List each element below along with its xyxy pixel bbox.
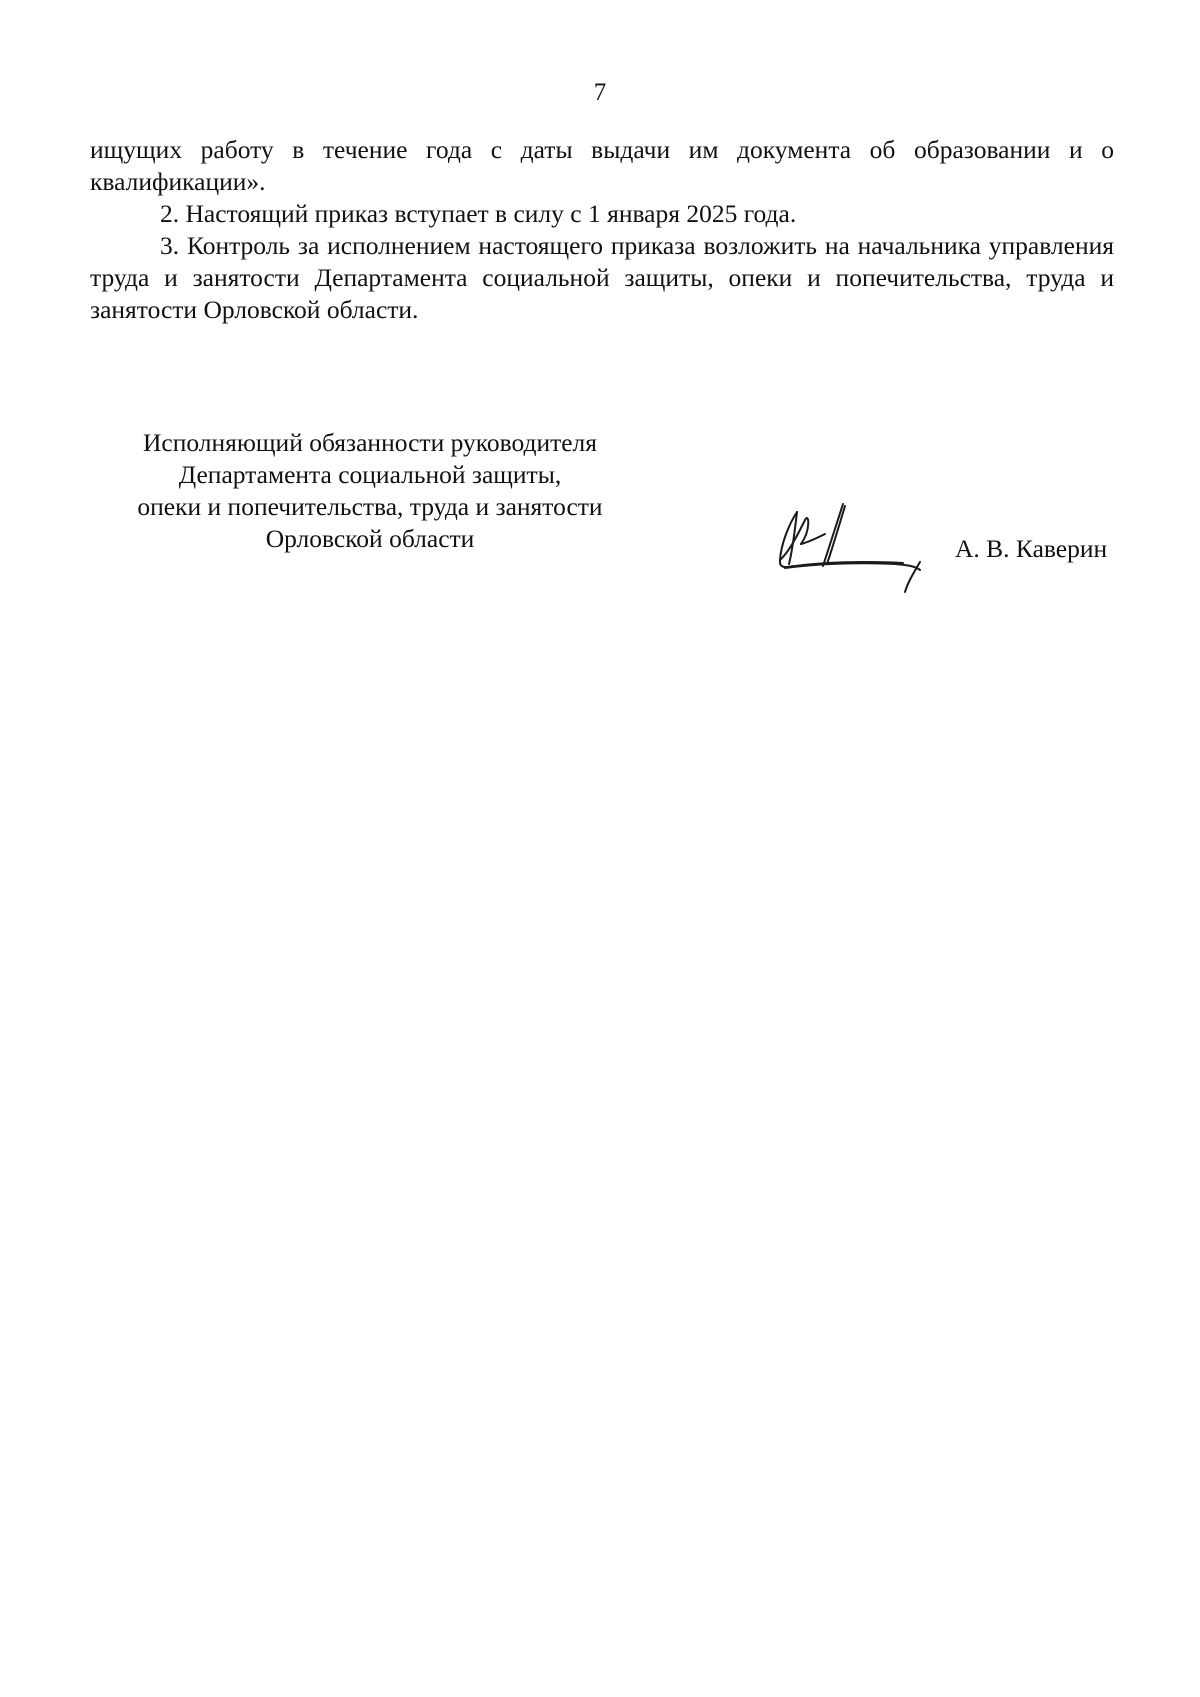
paragraph-control: 3. Контроль за исполнением настоящего приказа возложить на начальника управления труда и занятости Департамента социальной защиты, опеки и попечительства, труда и занятости Орловской области. xyxy=(90,231,1114,324)
position-line: Орловской области xyxy=(265,524,475,553)
position-line: Исполняющий обязанности руководителя xyxy=(142,428,598,457)
page-number: 7 xyxy=(593,79,607,106)
paragraph-effective-date: 2. Настоящий приказ вступает в силу с 1 января 2025 года. xyxy=(160,199,797,228)
signer-name: А. В. Каверин xyxy=(955,534,1108,563)
paragraph-continuation: ищущих работу в течение года с даты выдачи им документа об образовании и о квалификации». xyxy=(90,135,1114,196)
position-line: Департамента социальной защиты, xyxy=(178,460,562,489)
position-line: опеки и попечительства, труда и занятости xyxy=(137,492,603,521)
document-body xyxy=(90,134,1114,326)
handwritten-signature xyxy=(775,500,935,595)
signatory-position xyxy=(100,427,640,555)
